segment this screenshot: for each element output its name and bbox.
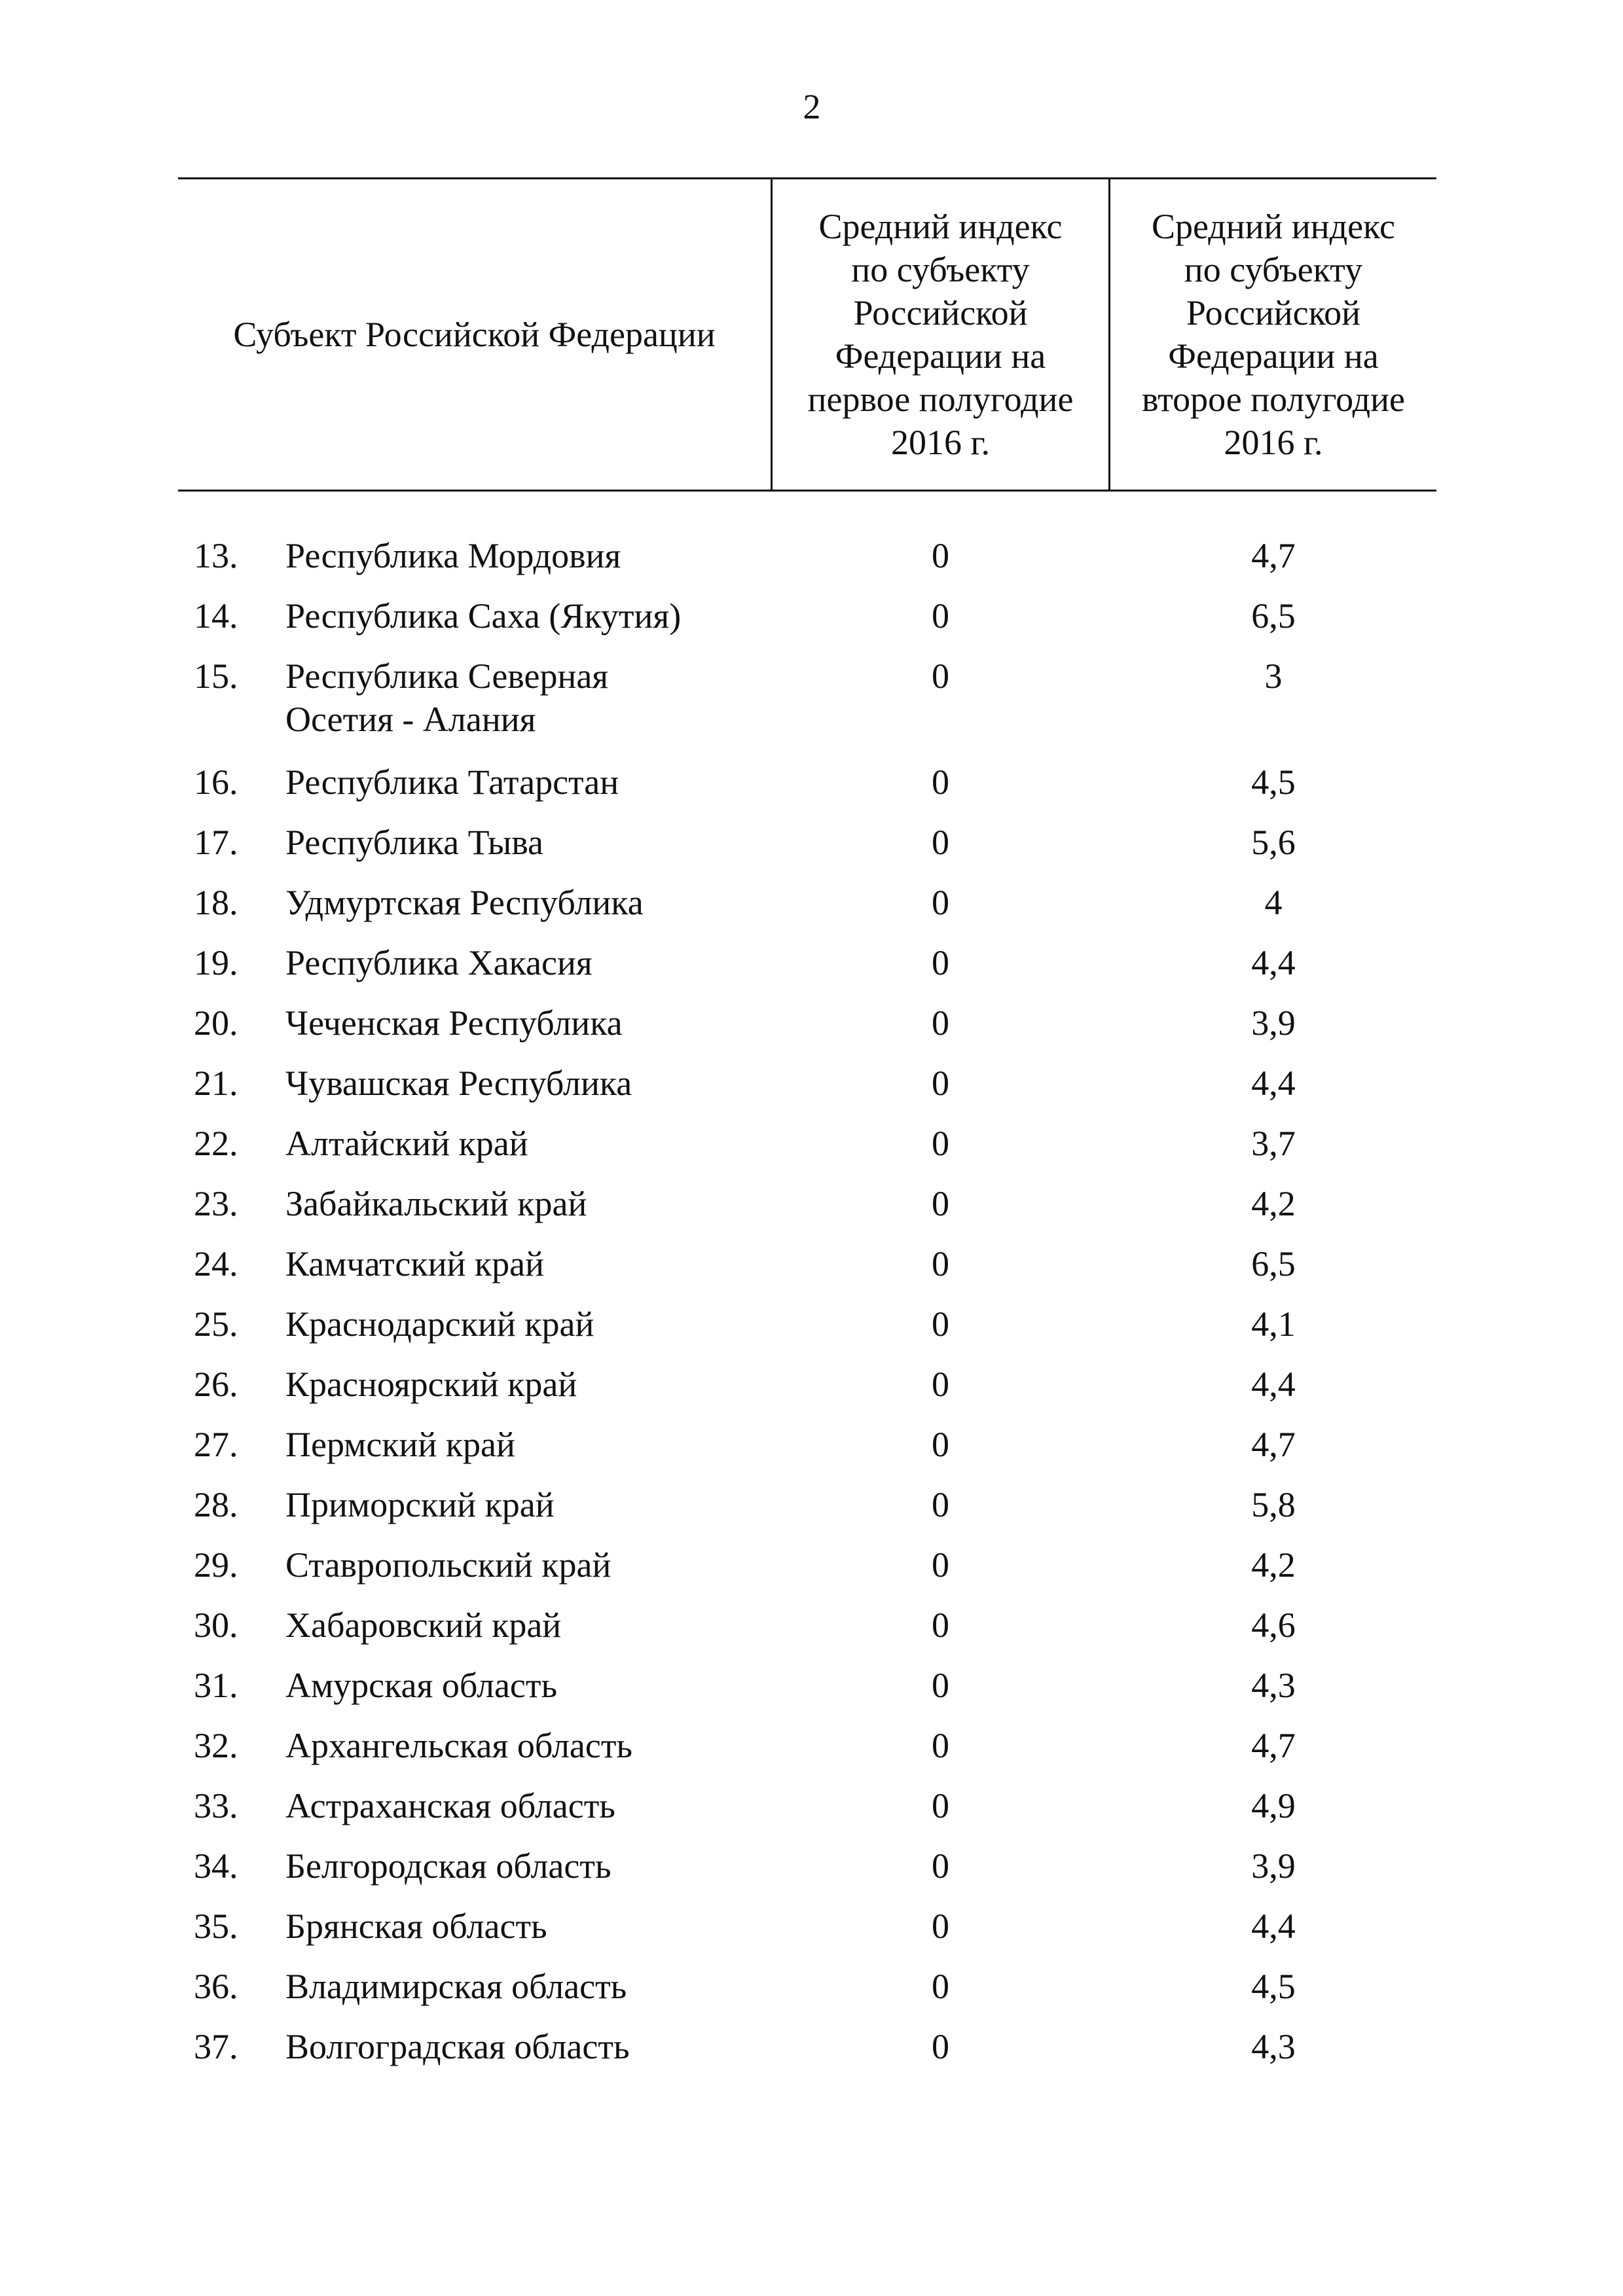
row-first-half-value: 0 bbox=[932, 656, 949, 696]
row-number: 20. bbox=[194, 1003, 238, 1043]
row-subject-name: Краснодарский край bbox=[285, 1304, 594, 1344]
row-subject-name: Чеченская Республика bbox=[285, 1003, 623, 1043]
row-subject-name: Красноярский край bbox=[285, 1365, 577, 1404]
row-first-half-value: 0 bbox=[932, 1064, 949, 1103]
table-row bbox=[0, 1664, 1623, 1724]
row-first-half-value: 0 bbox=[932, 1304, 949, 1344]
row-first-half-value: 0 bbox=[932, 536, 949, 575]
row-second-half-value: 4,7 bbox=[1251, 536, 1296, 575]
row-first-half-value: 0 bbox=[932, 943, 949, 982]
row-second-half-value: 5,8 bbox=[1251, 1485, 1296, 1524]
row-first-half-value: 0 bbox=[932, 1907, 949, 1946]
row-number: 21. bbox=[194, 1064, 238, 1103]
row-second-half-value: 4 bbox=[1264, 883, 1283, 922]
row-first-half-value: 0 bbox=[932, 1485, 949, 1524]
table-row bbox=[0, 1965, 1623, 2025]
row-subject-name: Камчатский край bbox=[285, 1244, 545, 1283]
row-number: 18. bbox=[194, 883, 238, 922]
row-subject-name: Волгоградская область bbox=[285, 2027, 630, 2066]
row-second-half-value: 4,4 bbox=[1251, 1907, 1296, 1946]
table-row bbox=[0, 1182, 1623, 1242]
row-second-half-value: 4,9 bbox=[1251, 1786, 1296, 1825]
row-number: 30. bbox=[194, 1605, 238, 1645]
row-first-half-value: 0 bbox=[932, 1726, 949, 1765]
row-subject-name: Астраханская область bbox=[285, 1786, 615, 1825]
page-number: 2 bbox=[803, 87, 821, 126]
row-number: 28. bbox=[194, 1485, 238, 1524]
row-second-half-value: 4,3 bbox=[1251, 1666, 1296, 1705]
row-second-half-value: 4,2 bbox=[1251, 1184, 1296, 1223]
table-row bbox=[0, 821, 1623, 881]
row-subject-name: Республика Саха (Якутия) bbox=[285, 596, 682, 636]
table-row bbox=[0, 941, 1623, 1001]
table-row bbox=[0, 594, 1623, 655]
row-subject-name: Амурская область bbox=[285, 1666, 558, 1705]
row-subject-name: Забайкальский край bbox=[285, 1184, 587, 1223]
header-subject: Субъект Российской Федерации bbox=[233, 315, 716, 354]
row-subject-name: Архангельская область bbox=[285, 1726, 633, 1765]
row-first-half-value: 0 bbox=[932, 1003, 949, 1043]
row-second-half-value: 4,4 bbox=[1251, 1365, 1296, 1404]
row-number: 32. bbox=[194, 1726, 238, 1765]
row-first-half-value: 0 bbox=[932, 823, 949, 862]
row-number: 14. bbox=[194, 596, 238, 636]
table-row bbox=[0, 1784, 1623, 1844]
table-row bbox=[0, 1242, 1623, 1302]
row-number: 22. bbox=[194, 1124, 238, 1163]
table-row bbox=[0, 2025, 1623, 2085]
row-second-half-value: 6,5 bbox=[1251, 596, 1296, 636]
row-number: 24. bbox=[194, 1244, 238, 1283]
row-first-half-value: 0 bbox=[932, 762, 949, 802]
row-number: 29. bbox=[194, 1545, 238, 1585]
row-number: 36. bbox=[194, 1967, 238, 2006]
table-row bbox=[0, 1122, 1623, 1182]
row-subject-name: Пермский край bbox=[285, 1425, 515, 1464]
row-first-half-value: 0 bbox=[932, 2027, 949, 2066]
row-second-half-value: 4,4 bbox=[1251, 1064, 1296, 1103]
row-number: 25. bbox=[194, 1304, 238, 1344]
row-number: 34. bbox=[194, 1846, 238, 1886]
row-second-half-value: 4,7 bbox=[1251, 1425, 1296, 1464]
row-subject-name: Республика Мордовия bbox=[285, 536, 621, 575]
row-second-half-value: 4,5 bbox=[1251, 762, 1296, 802]
row-first-half-value: 0 bbox=[932, 1605, 949, 1645]
row-subject-name: Белгородская область bbox=[285, 1846, 611, 1886]
row-number: 27. bbox=[194, 1425, 238, 1464]
row-second-half-value: 4,6 bbox=[1251, 1605, 1296, 1645]
table-row bbox=[0, 1905, 1623, 1965]
row-first-half-value: 0 bbox=[932, 1184, 949, 1223]
row-second-half-value: 5,6 bbox=[1251, 823, 1296, 862]
row-number: 15. bbox=[194, 656, 238, 696]
row-subject-name: Чувашская Республика bbox=[285, 1064, 632, 1103]
row-number: 16. bbox=[194, 762, 238, 802]
table-row bbox=[0, 1302, 1623, 1363]
row-subject-name: Владимирская область bbox=[285, 1967, 627, 2006]
table-row bbox=[0, 881, 1623, 941]
row-first-half-value: 0 bbox=[932, 1846, 949, 1886]
header-second-half: Средний индекс по субъекту Российской Федерации на второе полугодие 2016 г. bbox=[1142, 207, 1405, 462]
table-body bbox=[0, 534, 1623, 2085]
row-subject-name: Ставропольский край bbox=[285, 1545, 611, 1585]
row-first-half-value: 0 bbox=[932, 1244, 949, 1283]
row-number: 33. bbox=[194, 1786, 238, 1825]
row-first-half-value: 0 bbox=[932, 1124, 949, 1163]
row-number: 13. bbox=[194, 536, 238, 575]
row-first-half-value: 0 bbox=[932, 883, 949, 922]
table-row bbox=[0, 1543, 1623, 1604]
row-first-half-value: 0 bbox=[932, 1967, 949, 2006]
table-header-bottom-rule bbox=[178, 490, 1436, 492]
row-subject-name: Алтайский край bbox=[285, 1124, 528, 1163]
row-second-half-value: 4,3 bbox=[1251, 2027, 1296, 2066]
row-number: 37. bbox=[194, 2027, 238, 2066]
table-row bbox=[0, 534, 1623, 594]
row-first-half-value: 0 bbox=[932, 1425, 949, 1464]
table-row bbox=[0, 1483, 1623, 1543]
row-subject-name: Хабаровский край bbox=[285, 1605, 562, 1645]
row-second-half-value: 4,7 bbox=[1251, 1726, 1296, 1765]
table-row bbox=[0, 1844, 1623, 1905]
row-number: 35. bbox=[194, 1907, 238, 1946]
row-subject-name: Брянская область bbox=[285, 1907, 547, 1946]
table-row bbox=[0, 1062, 1623, 1122]
table-row bbox=[0, 1724, 1623, 1784]
row-subject-name: Республика Северная Осетия - Алания bbox=[285, 656, 609, 739]
row-number: 17. bbox=[194, 823, 238, 862]
row-subject-name: Приморский край bbox=[285, 1485, 555, 1524]
row-first-half-value: 0 bbox=[932, 1365, 949, 1404]
row-number: 31. bbox=[194, 1666, 238, 1705]
row-subject-name: Республика Татарстан bbox=[285, 762, 619, 802]
row-first-half-value: 0 bbox=[932, 596, 949, 636]
table-row bbox=[0, 655, 1623, 761]
table-row bbox=[0, 1423, 1623, 1483]
row-subject-name: Республика Хакасия bbox=[285, 943, 593, 982]
row-second-half-value: 4,4 bbox=[1251, 943, 1296, 982]
row-second-half-value: 4,5 bbox=[1251, 1967, 1296, 2006]
row-first-half-value: 0 bbox=[932, 1666, 949, 1705]
table-row bbox=[0, 1604, 1623, 1664]
row-number: 23. bbox=[194, 1184, 238, 1223]
row-second-half-value: 4,2 bbox=[1251, 1545, 1296, 1585]
row-subject-name: Удмуртская Республика bbox=[285, 883, 644, 922]
row-first-half-value: 0 bbox=[932, 1545, 949, 1585]
row-second-half-value: 6,5 bbox=[1251, 1244, 1296, 1283]
header-first-half: Средний индекс по субъекту Российской Федерации на первое полугодие 2016 г. bbox=[807, 207, 1074, 462]
row-second-half-value: 3,7 bbox=[1251, 1124, 1296, 1163]
table-row bbox=[0, 1363, 1623, 1423]
table-row bbox=[0, 1001, 1623, 1062]
row-number: 26. bbox=[194, 1365, 238, 1404]
row-number: 19. bbox=[194, 943, 238, 982]
row-second-half-value: 3 bbox=[1264, 656, 1283, 696]
row-subject-name: Республика Тыва bbox=[285, 823, 543, 862]
row-second-half-value: 3,9 bbox=[1251, 1003, 1296, 1043]
row-second-half-value: 4,1 bbox=[1251, 1304, 1296, 1344]
row-first-half-value: 0 bbox=[932, 1786, 949, 1825]
row-second-half-value: 3,9 bbox=[1251, 1846, 1296, 1886]
table-row bbox=[0, 761, 1623, 821]
